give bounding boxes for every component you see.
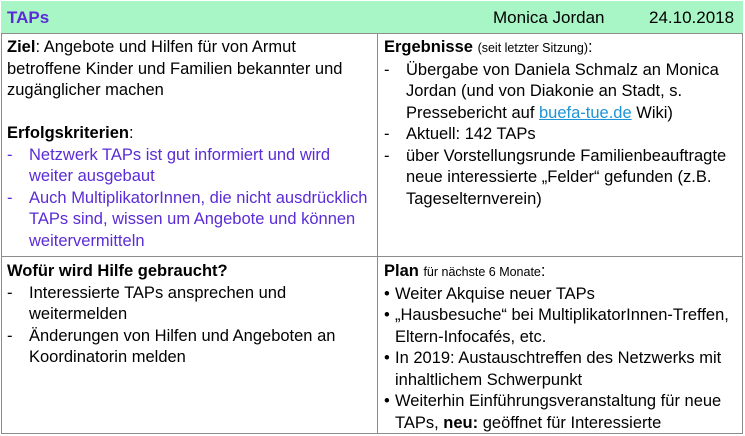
- ergebnisse-cell: [384, 37, 740, 210]
- dash-marker: -: [384, 125, 390, 143]
- dash-marker: -: [7, 145, 13, 164]
- ziel-cell: [7, 37, 373, 252]
- plan-item: • „Hausbesuche“ bei MultiplikatorInnen-Treffen, Eltern-Infocafés, etc.: [384, 306, 729, 346]
- dash-marker: -: [384, 146, 390, 165]
- author-name: Monica Jordan: [493, 8, 605, 27]
- erfolg-heading: Erfolgskriterien:: [7, 124, 134, 142]
- plan-cell: [384, 261, 740, 434]
- wofuer-cell: [7, 261, 373, 369]
- ergebnisse-item: - über Vorstellungsrunde Familienbeauftragte neue interessierte „Felder“ gefunden (z.B. Tageselternverein): [384, 146, 727, 208]
- ergebnisse-label: Ergebnisse: [384, 38, 473, 56]
- header-bar: [1, 1, 743, 34]
- wofuer-item: - Interessierte TAPs ansprechen und weitermelden: [7, 283, 287, 323]
- ziel-paragraph: [7, 37, 373, 102]
- ziel-label: Ziel: [7, 38, 36, 56]
- dash-marker: -: [7, 188, 13, 207]
- page-title: TAPs: [7, 8, 50, 27]
- erfolg-item: - Auch MultiplikatorInnen, die nicht ausdrücklich TAPs sind, wissen um Angebote und können weitervermitteln: [7, 188, 368, 250]
- column-divider: [377, 34, 378, 433]
- plan-note: für nächste 6 Monate: [423, 265, 541, 279]
- dash-marker: -: [7, 326, 13, 345]
- ergebnisse-note: (seit letzter Sitzung): [477, 41, 589, 55]
- wofuer-heading: Wofür wird Hilfe gebraucht?: [7, 262, 228, 280]
- erfolg-item: - Netzwerk TAPs ist gut informiert und wird weiter ausgebaut: [7, 145, 331, 185]
- row-divider: [1, 256, 743, 257]
- plan-item: • Weiter Akquise neuer TAPs: [384, 284, 740, 306]
- ergebnisse-item: - Übergabe von Daniela Schmalz an Monica Jordan (und von Diakonie an Stadt, s. Pressebericht auf buefa-tue.de Wiki): [384, 60, 719, 122]
- ergebnisse-heading: Ergebnisse (seit letzter Sitzung):: [384, 38, 593, 56]
- bullet-marker: •: [384, 392, 390, 410]
- plan-label: Plan: [384, 262, 419, 280]
- bullet-marker: •: [384, 284, 390, 303]
- bullet-marker: •: [384, 349, 390, 367]
- date-label: 24.10.2018: [649, 8, 735, 27]
- plan-heading: Plan für nächste 6 Monate:: [384, 262, 546, 280]
- plan-item: • Weiterhin Einführungsveranstaltung für neue TAPs, neu: geöffnet für Interessierte: [384, 392, 722, 432]
- dash-marker: -: [384, 60, 390, 79]
- buefa-link[interactable]: buefa-tue.de: [538, 103, 632, 122]
- ergebnisse-item: - Aktuell: 142 TAPs: [384, 124, 740, 146]
- neu-label: neu:: [443, 413, 479, 432]
- bullet-marker: •: [384, 306, 390, 324]
- plan-item: • In 2019: Austauschtreffen des Netzwerks mit inhaltlichem Schwerpunkt: [384, 349, 722, 389]
- ziel-text: : Angebote und Hilfen für von Armut betroffene Kinder und Familien bekannter und zugänglicher machen: [7, 38, 343, 99]
- wofuer-item: - Änderungen von Hilfen und Angeboten an Koordinatorin melden: [7, 326, 336, 366]
- dash-marker: -: [7, 283, 13, 302]
- erfolg-label: Erfolgskriterien: [7, 124, 129, 142]
